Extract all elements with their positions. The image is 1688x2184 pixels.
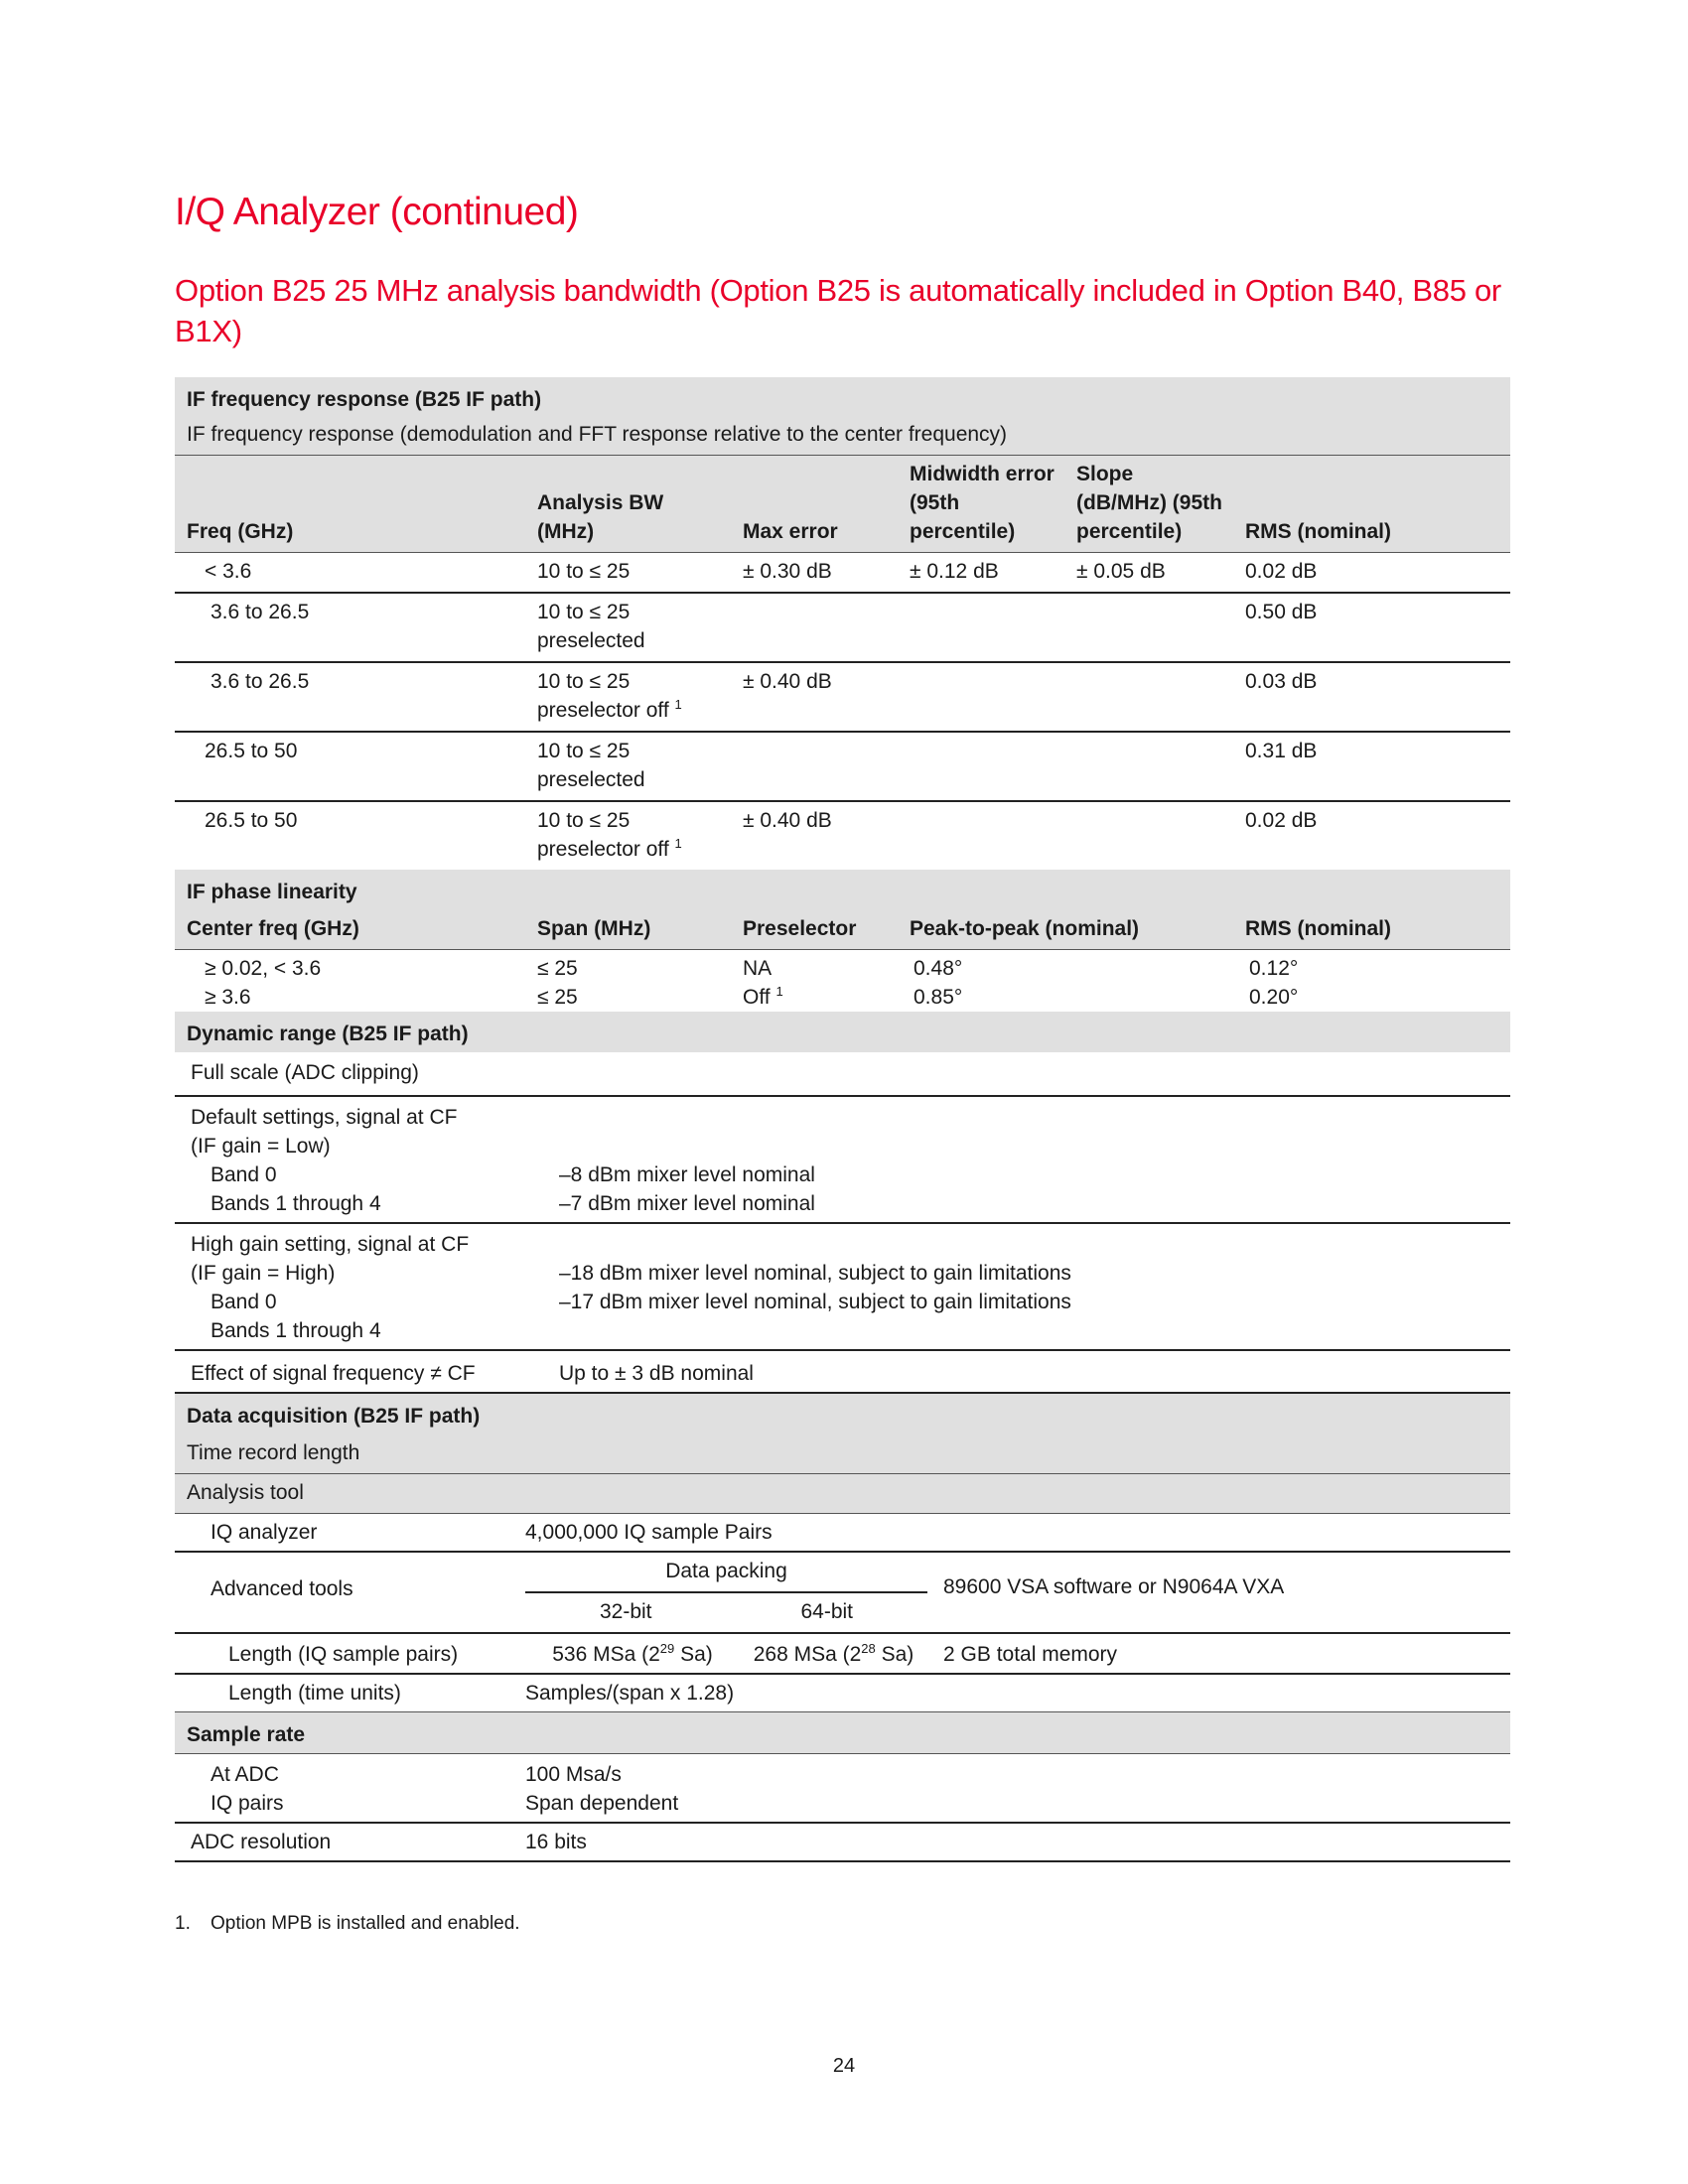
slope-cell [1064, 732, 1233, 801]
if-frequency-response-table [175, 377, 1510, 1012]
section-heading: Dynamic range (B25 IF path) [175, 1012, 1510, 1052]
vsa-memory-value: 2 GB total memory [927, 1633, 1510, 1674]
column-header-rms: RMS (nominal) [1233, 910, 1510, 950]
table-row [175, 593, 1510, 662]
span-cell: ≤ 25 [537, 986, 578, 1009]
footnote-marker: 1 [674, 836, 682, 851]
center-freq-cell: ≥ 0.02, < 3.6 [205, 957, 322, 980]
table-row [175, 801, 1510, 870]
section-subtitle: Option B25 25 MHz analysis bandwidth (Option B25 is automatically included in Option B40, B85 or B1X) [175, 273, 1501, 348]
preselector-cell: Off [743, 986, 771, 1009]
bw-cell [525, 593, 731, 662]
bw-note: preselector off [537, 699, 669, 722]
center-freq-cell: ≥ 3.6 [205, 986, 251, 1009]
page-title: I/Q Analyzer (continued) [175, 191, 579, 233]
bands-1-4-label: Bands 1 through 4 [211, 1192, 381, 1215]
peak-to-peak-cell: 0.48° [914, 957, 963, 980]
iq-analyzer-label: IQ analyzer [175, 1514, 525, 1553]
adc-resolution-label: ADC resolution [175, 1823, 525, 1861]
full-scale-label: Full scale (ADC clipping) [175, 1052, 543, 1096]
bw-line: 10 to ≤ 25 [537, 670, 631, 693]
analysis-tool-heading: Analysis tool [175, 1474, 1510, 1514]
freq-cell: 26.5 to 50 [205, 809, 298, 832]
effect-value: Up to ± 3 dB nominal [543, 1350, 1510, 1393]
bw-line: 10 to ≤ 25 [537, 809, 631, 832]
length-time-value: Samples/(span x 1.28) [525, 1682, 735, 1705]
length-32bit-value: 536 MSa (2 [552, 1643, 660, 1666]
midwidth-cell [898, 662, 1064, 732]
sample-rate-heading: Sample rate [175, 1712, 1510, 1754]
iq-pairs-value: Span dependent [525, 1792, 679, 1815]
length-64bit-exponent: 28 [861, 1641, 876, 1656]
section-heading: IF frequency response (B25 IF path) [175, 377, 1510, 418]
column-header-max-error: Max error [731, 456, 898, 553]
time-record-heading: Time record length [175, 1434, 1510, 1474]
high-gain-label: High gain setting, signal at CF [191, 1233, 470, 1256]
bw-cell [525, 662, 731, 732]
column-header-freq: Freq (GHz) [175, 456, 525, 553]
slope-cell: ± 0.05 dB [1064, 553, 1233, 594]
length-32bit-exponent: 29 [659, 1641, 675, 1656]
max-error-cell [731, 732, 898, 801]
rms-cell: 0.20° [1249, 986, 1299, 1009]
iq-analyzer-value: 4,000,000 IQ sample Pairs [525, 1514, 1510, 1553]
freq-cell: 26.5 to 50 [175, 732, 525, 801]
column-header-rms: RMS (nominal) [1233, 456, 1510, 553]
adc-resolution-value: 16 bits [525, 1823, 1510, 1861]
slope-cell [1064, 801, 1233, 870]
span-cell: ≤ 25 [537, 957, 578, 980]
rms-cell: 0.31 dB [1233, 732, 1510, 801]
bw-line: 10 to ≤ 25 [537, 601, 631, 623]
length-time-label: Length (time units) [228, 1682, 401, 1705]
column-header-preselector: Preselector [731, 910, 898, 950]
column-header-analysis-bw: Analysis BW (MHz) [525, 456, 731, 553]
dynamic-range-table [175, 1012, 1510, 1394]
column-header-slope: Slope (dB/MHz) (95th percentile) [1064, 456, 1233, 553]
bands-1-4-value: –7 dBm mixer level nominal [559, 1192, 815, 1215]
subsection-heading: IF frequency response (demodulation and FFT response relative to the center frequency) [175, 418, 1510, 456]
rms-cell: 0.02 dB [1233, 553, 1510, 594]
band-0-label: Band 0 [211, 1163, 277, 1186]
rms-cell: 0.03 dB [1233, 662, 1510, 732]
rms-cell: 0.50 dB [1233, 593, 1510, 662]
footnote-marker: 1 [674, 697, 682, 712]
midwidth-cell [898, 732, 1064, 801]
band-0-value: –8 dBm mixer level nominal [559, 1163, 815, 1186]
rms-cell: 0.12° [1249, 957, 1299, 980]
table-row [175, 732, 1510, 801]
vsa-header: 89600 VSA software or N9064A VXA [927, 1552, 1510, 1633]
slope-cell [1064, 593, 1233, 662]
bw-cell [525, 732, 731, 801]
max-error-cell: ± 0.30 dB [731, 553, 898, 594]
data-acquisition-table: Data acquisition (B25 IF path) Time record length Analysis tool IQ analyzer 4,000,000 IQ sample Pairs Advanced tools Data packing 32-bit 64-bit 89600 VSA software or N9064A VXA Length (IQ sample pairs) 536 MSa ($2^{29}$ Sa) 268 MSa ($2^{28}$ Sa) 2 GB total memory Length (time units) Samples/(span x 1.28) Sample rate At ADC IQ pairs 100 Msa/s Span dependent ADC resolution 16 bits [175, 1394, 1510, 1862]
bw-cell: 10 to ≤ 25 [525, 553, 731, 594]
column-header-peak-to-peak: Peak-to-peak (nominal) [898, 910, 1233, 950]
data-packing-header: Data packing [525, 1553, 927, 1593]
section-heading: Data acquisition (B25 IF path) [175, 1394, 1510, 1434]
midwidth-cell: ± 0.12 dB [898, 553, 1064, 594]
bw-cell [525, 801, 731, 870]
max-error-cell: ± 0.40 dB [743, 809, 832, 832]
length-64bit-value: 268 MSa (2 [753, 1643, 862, 1666]
spec-table-container [175, 377, 1510, 1862]
bands-1-4-value: –17 dBm mixer level nominal, subject to gain limitations [559, 1291, 1071, 1313]
freq-cell: < 3.6 [175, 553, 525, 594]
bit64-header: 64-bit [800, 1600, 854, 1623]
if-gain-low-label: (IF gain = Low) [191, 1135, 331, 1158]
footnote-text: Option MPB is installed and enabled. [211, 1913, 520, 1934]
max-error-cell [731, 593, 898, 662]
column-header-span: Span (MHz) [525, 910, 731, 950]
freq-cell: 3.6 to 26.5 [175, 662, 525, 732]
freq-cell: 3.6 to 26.5 [175, 593, 525, 662]
section-heading: IF phase linearity [175, 870, 1510, 910]
footnote-number: 1. [175, 1913, 191, 1934]
bw-note: preselected [537, 768, 645, 791]
preselector-cell: NA [743, 957, 773, 980]
footnote [175, 1913, 520, 1935]
table-row [175, 553, 1510, 594]
bw-note: preselected [537, 629, 645, 652]
bw-note: preselector off [537, 838, 669, 861]
length-pairs-label: Length (IQ sample pairs) [175, 1633, 525, 1674]
rms-cell: 0.02 dB [1245, 809, 1318, 832]
column-header-center-freq: Center freq (GHz) [175, 910, 525, 950]
midwidth-cell [898, 801, 1064, 870]
if-gain-high-label: (IF gain = High) [191, 1262, 336, 1285]
band-0-value: –18 dBm mixer level nominal, subject to gain limitations [559, 1262, 1071, 1285]
iq-pairs-label: IQ pairs [211, 1792, 284, 1815]
advanced-tools-label: Advanced tools [175, 1552, 525, 1633]
slope-cell [1064, 662, 1233, 732]
peak-to-peak-cell: 0.85° [914, 986, 963, 1009]
default-settings-label: Default settings, signal at CF [191, 1106, 458, 1129]
table-row [175, 950, 1510, 1013]
at-adc-value: 100 Msa/s [525, 1763, 622, 1786]
footnote-marker: 1 [775, 984, 783, 999]
at-adc-label: At ADC [211, 1763, 279, 1786]
bands-1-4-label: Bands 1 through 4 [211, 1319, 381, 1342]
band-0-label: Band 0 [211, 1291, 277, 1313]
bit32-header: 32-bit [599, 1600, 652, 1623]
table-row [175, 662, 1510, 732]
column-header-midwidth-error: Midwidth error (95th percentile) [898, 456, 1064, 553]
max-error-cell: ± 0.40 dB [731, 662, 898, 732]
bw-line: 10 to ≤ 25 [537, 740, 631, 762]
page-number: 24 [832, 2055, 856, 2077]
midwidth-cell [898, 593, 1064, 662]
effect-label: Effect of signal frequency ≠ CF [175, 1350, 543, 1393]
